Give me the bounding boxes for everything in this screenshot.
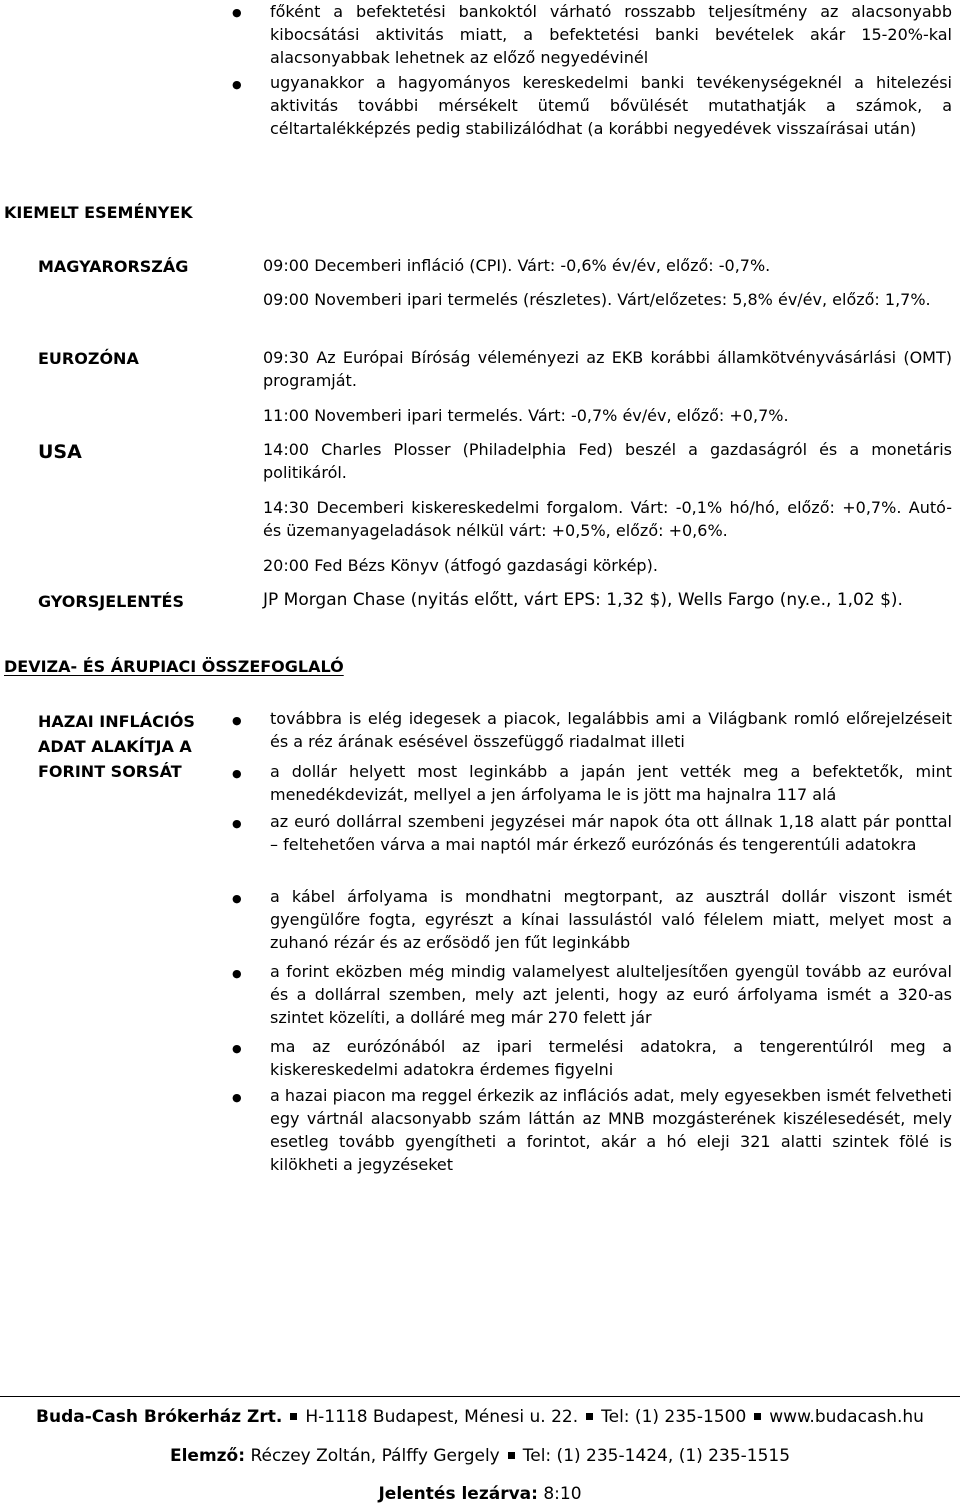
fx-bullet-7: a hazai piacon ma reggel érkezik az inflációs adat, mely egyesekben ismét felvetheti egy vártnál alacsonyabb szám láttán az MNB mozgásterének kiszélesedését, mely esetleg tovább gyengítheti a forintot, akár a hó eleji 321 alatti szintek fölé is kilökheti a jegyzéseket: [270, 1086, 952, 1174]
bullet-dot: ●: [232, 967, 242, 980]
fx-side-title-line3: FORINT SORSÁT: [38, 762, 182, 781]
event-quick-reports: JP Morgan Chase (nyitás előtt, várt EPS: 1,32 $), Wells Fargo (ny.e., 1,02 $).: [263, 590, 903, 610]
footer-analysts: Réczey Zoltán, Pálffy Gergely: [250, 1446, 500, 1466]
event-us-plosser: 14:00 Charles Plosser (Philadelphia Fed) beszél a gazdaságról és a monetáris politikáról.: [263, 440, 952, 482]
bullet-dot: ●: [232, 1091, 242, 1104]
footer-company: Buda-Cash Brókerház Zrt.: [36, 1407, 283, 1427]
fx-bullet-6: ma az eurózónából az ipari termelési adatokra, a tengerentúlról meg a kiskereskedelmi adatokra érdemes figyelni: [270, 1037, 952, 1079]
fx-bullet-5: a forint eközben még mindig valamelyest alulteljesítően gyengül tovább az euróval és a dollárral szemben, mely azt jelenti, hogy az euró árfolyama ismét a 320-as szintet közelíti, a dolláré meg már 270 felett jár: [270, 962, 952, 1027]
region-usa: USA: [38, 441, 82, 463]
bullet-dot: ●: [232, 1042, 242, 1055]
bullet-dot: ●: [232, 817, 242, 830]
square-bullet-icon: [586, 1413, 593, 1420]
region-quick-reports: GYORSJELENTÉS: [38, 592, 185, 611]
event-hu-cpi: 09:00 Decemberi infláció (CPI). Várt: -0,6% év/év, előző: -0,7%.: [263, 256, 771, 275]
bullet-dot: ●: [232, 714, 242, 727]
fx-bullet-2: a dollár helyett most leginkább a japán jent vették meg a befektetők, mint menedékdevizát, mellyel a jen árfolyama le is jött ma hajnalra 117 alá: [270, 762, 952, 804]
footer-analyst-line: [0, 1446, 960, 1466]
square-bullet-icon: [290, 1413, 297, 1420]
footer-close-line: [0, 1484, 960, 1504]
fx-bullet-1: továbbra is elég idegesek a piacok, legalábbis ami a Világbank romló előrejelzéseit és a réz árának esésével összefüggő riadalmat illeti: [270, 709, 952, 751]
footer-analyst-tel: Tel: (1) 235-1424, (1) 235-1515: [522, 1446, 791, 1466]
footer-tel: Tel: (1) 235-1500: [601, 1407, 747, 1427]
bullet-dot: ●: [232, 6, 242, 19]
footer-close-label: Jelentés lezárva:: [378, 1484, 538, 1504]
fx-side-title-line1: HAZAI INFLÁCIÓS: [38, 712, 195, 731]
region-hungary: MAGYARORSZÁG: [38, 257, 189, 276]
bullet-dot: ●: [232, 78, 242, 91]
fx-side-title: [38, 709, 218, 784]
event-us-beige-book: 20:00 Fed Bézs Könyv (átfogó gazdasági körkép).: [263, 556, 658, 575]
event-ez-industry: 11:00 Novemberi ipari termelés. Várt: -0,7% év/év, előző: +0,7%.: [263, 406, 789, 425]
fx-heading: DEVIZA- ÉS ÁRUPIACI ÖSSZEFOGLALÓ: [4, 657, 344, 676]
square-bullet-icon: [754, 1413, 761, 1420]
footer-website: www.budacash.hu: [769, 1407, 924, 1427]
event-us-retail: 14:30 Decemberi kiskereskedelmi forgalom. Várt: -0,1% hó/hó, előző: +0,7%. Autó- és üzemanyageladások nélkül várt: +0,5%, előző: +0,6%.: [263, 498, 952, 540]
region-eurozone: EUROZÓNA: [38, 349, 139, 368]
footer-close-time: 8:10: [543, 1484, 582, 1504]
intro-bullet-2: ugyanakkor a hagyományos kereskedelmi banki tevékenységeknél a hitelezési aktivitás további mérsékelt ütemű bővülését mutathatják a számok, a céltartalékképzés pedig stabilizálódhat (a korábbi negyedévek visszaírásai után): [270, 73, 952, 138]
fx-bullet-4: a kábel árfolyama is mondhatni megtorpant, az ausztrál dollár viszont ismét gyengülőre fogta, egyrészt a kínai lassulástól való félelem miatt, melyet most a zuhanó rézár és az erősödő jen fűt leginkább: [270, 887, 952, 952]
events-heading: KIEMELT ESEMÉNYEK: [4, 203, 193, 222]
bullet-dot: ●: [232, 892, 242, 905]
footer-analyst-label: Elemző:: [169, 1446, 246, 1466]
event-ez-court: 09:30 Az Európai Bíróság véleményezi az EKB korábbi államkötvényvásárlási (OMT) programját.: [263, 348, 952, 390]
footer-contact-line: [0, 1407, 960, 1427]
event-hu-industry: 09:00 Novemberi ipari termelés (részletes). Várt/előzetes: 5,8% év/év, előző: 1,7%.: [263, 290, 931, 309]
fx-bullet-3: az euró dollárral szembeni jegyzései már napok óta ott állnak 1,18 alatt pár ponttal – feltehetően várva a mai naptól már érkező eurózónás és tengerentúli adatokra: [270, 812, 952, 854]
bullet-dot: ●: [232, 767, 242, 780]
footer-divider: [0, 1396, 960, 1397]
intro-bullet-1: főként a befektetési bankoktól várható rosszabb teljesítmény az alacsonyabb kibocsátási aktivitás miatt, a befektetési banki bevételek akár 15-20%-kal alacsonyabbak lehetnek az előző negyedévinél: [270, 2, 952, 67]
fx-side-title-line2: ADAT ALAKÍTJA A: [38, 737, 192, 756]
square-bullet-icon: [508, 1452, 515, 1459]
footer-address: H-1118 Budapest, Ménesi u. 22.: [305, 1407, 579, 1427]
